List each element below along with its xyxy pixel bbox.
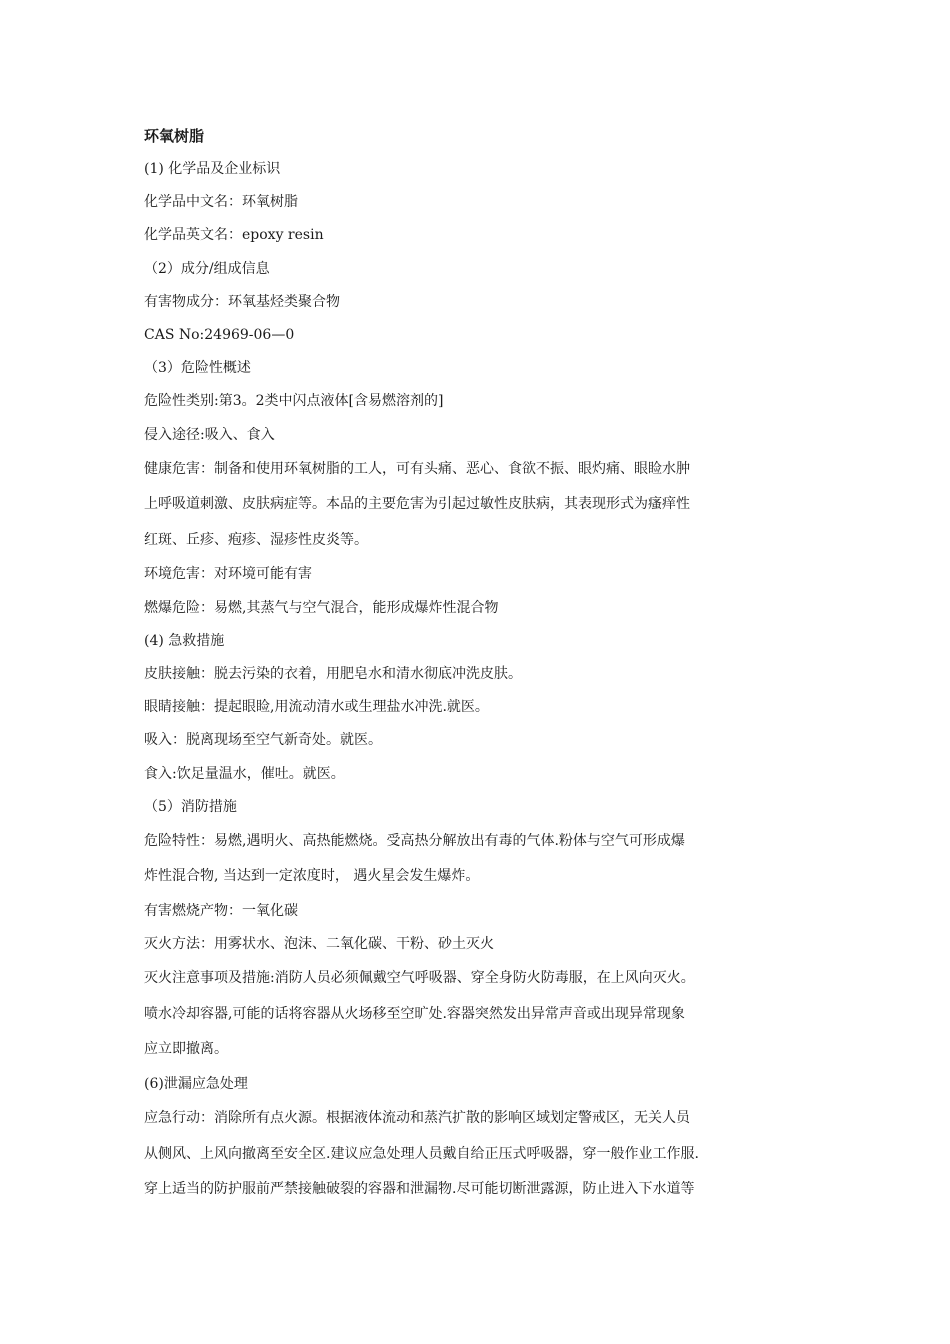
fire-hazard-line: 危险特性：易燃,遇明火、高热能燃烧。受高热分解放出有毒的气体.粉体与空气可形成爆 [144,832,685,849]
document-title: 环氧树脂 [144,127,205,145]
chemical-chinese-name: 化学品中文名：环氧树脂 [144,194,298,211]
fire-hazard-paragraph [144,824,814,895]
first-aid-skin: 皮肤接触：脱去污染的衣着，用肥皂水和清水彻底冲洗皮肤。 [144,665,522,682]
entry-route: 侵入途径:吸入、食入 [144,426,275,443]
section-4-heading: (4) 急救措施 [144,632,225,649]
extinguishing-method: 灭火方法：用雾状水、泡沫、二氧化碳、干粉、砂土灭火 [144,936,494,953]
health-hazard-line: 上呼吸道刺激、皮肤病症等。本品的主要危害为引起过敏性皮肤病，其表现形式为瘙痒性 [144,496,690,513]
hazardous-component: 有害物成分：环氧基烃类聚合物 [144,293,340,310]
emergency-action-line: 穿上适当的防护服前严禁接触破裂的容器和泄漏物.尽可能切断泄露源，防止进入下水道等 [144,1181,695,1198]
environment-hazard: 环境危害：对环境可能有害 [144,566,312,583]
emergency-action-line: 应急行动：消除所有点火源。根据液体流动和蒸汽扩散的影响区域划定警戒区，无关人员 [144,1110,690,1127]
chemical-english-name: 化学品英文名：epoxy resin [144,227,324,244]
explosion-hazard: 燃爆危险：易燃,其蒸气与空气混合，能形成爆炸性混合物 [144,599,499,616]
firefighting-notes-paragraph [144,961,814,1068]
first-aid-ingest: 食入:饮足量温水，催吐。就医。 [144,765,345,782]
cas-number: CAS No:24969-06—0 [144,327,295,344]
firefighting-notes-line: 应立即撤离。 [144,1041,228,1058]
health-hazard-line: 红斑、丘疹、疱疹、湿疹性皮炎等。 [144,531,368,548]
section-2-heading: （2）成分/组成信息 [144,260,270,277]
emergency-action-line: 从侧风、上风向撤离至安全区.建议应急处理人员戴自给正压式呼吸器，穿一般作业工作服. [144,1145,699,1162]
health-hazard-paragraph [144,452,814,559]
firefighting-notes-line: 灭火注意事项及措施:消防人员必须佩戴空气呼吸器、穿全身防火防毒服，在上风向灭火。 [144,970,695,987]
health-hazard-line: 健康危害：制备和使用环氧树脂的工人，可有头痛、恶心、食欲不振、眼灼痛、眼睑水肿 [144,460,690,477]
section-3-heading: （3）危险性概述 [144,360,251,377]
combustion-products: 有害燃烧产物：一氧化碳 [144,902,298,919]
first-aid-inhale: 吸入：脱离现场至空气新奇处。就医。 [144,732,382,749]
first-aid-eye: 眼睛接触：提起眼睑,用流动清水或生理盐水冲洗.就医。 [144,699,489,716]
firefighting-notes-line: 喷水冷却容器,可能的话将容器从火场移至空旷处.容器突然发出异常声音或出现异常现象 [144,1005,685,1022]
section-6-heading: (6)泄漏应急处理 [144,1075,248,1092]
hazard-category: 危险性类别:第3。2类中闪点液体[含易燃溶剂的] [144,393,444,410]
emergency-action-paragraph [144,1101,814,1208]
section-5-heading: （5）消防措施 [144,798,237,815]
fire-hazard-line: 炸性混合物, 当达到一定浓度时， 遇火星会发生爆炸。 [144,868,480,885]
document-page [144,120,824,1208]
section-1-heading: (1) 化学品及企业标识 [144,161,281,177]
